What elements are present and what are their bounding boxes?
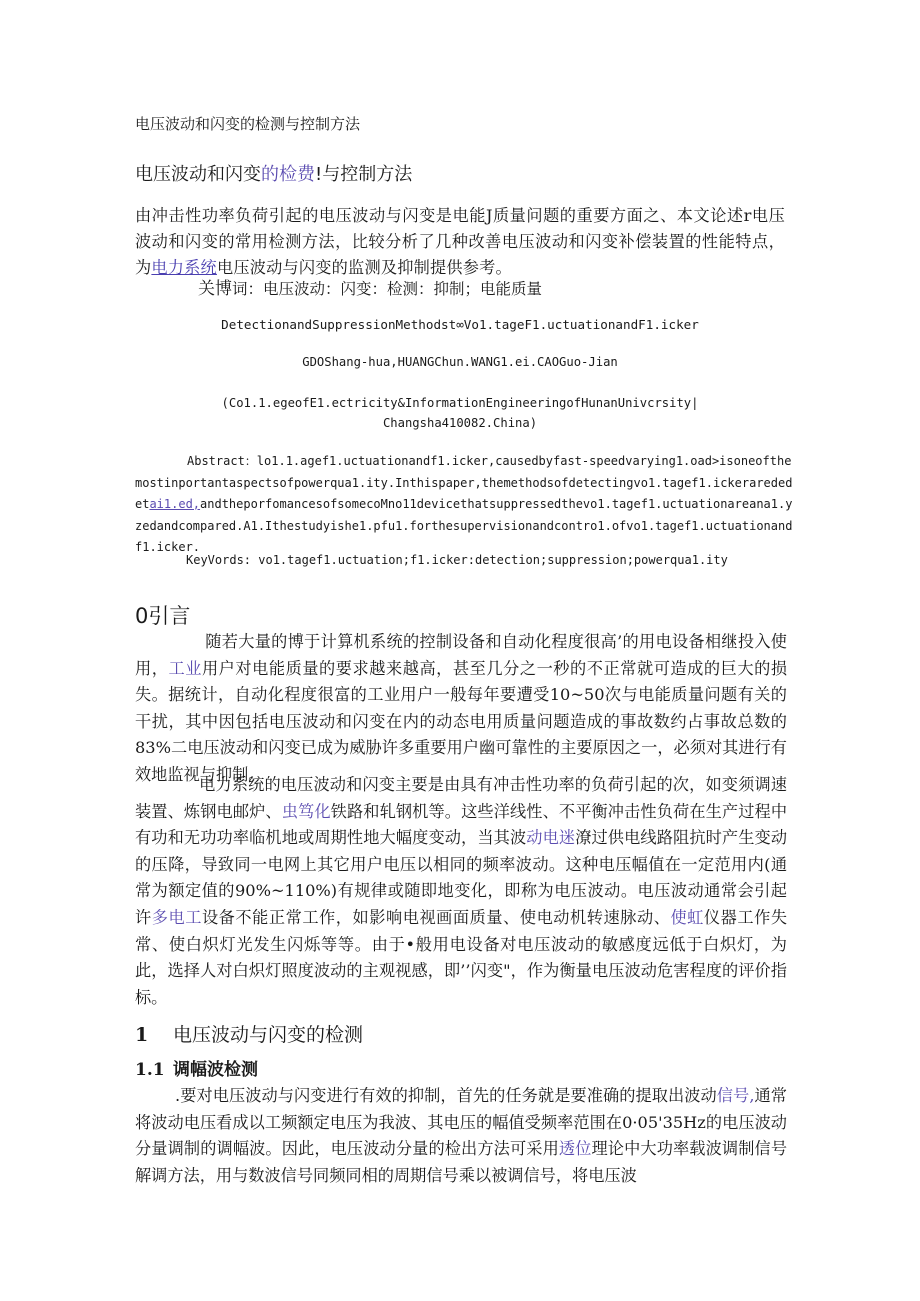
english-affiliation (135, 393, 785, 433)
section-1-1-heading (135, 1055, 785, 1080)
chinese-abstract (135, 203, 785, 281)
english-abstract (135, 451, 795, 559)
theory-link[interactable]: 透位 (558, 1139, 592, 1159)
keywords-label: 关博 (198, 279, 232, 299)
section-1-heading (135, 1020, 785, 1047)
current-link[interactable]: 动电迷 (526, 828, 576, 848)
english-title: DetectionandSuppressionMethodst∞Vo1.tageF1.uctuationandF1.icker (221, 317, 699, 332)
railway-link[interactable]: 虫笃化 (281, 801, 331, 821)
chinese-keywords (198, 274, 798, 299)
intro-p1-text-2: 用户对电能质量的要求越来越高，甚至几分之一秒的不正常就可造成的巨大的损失。据统计，自动化程度很富的工业用户一般每年要遭受10~50次与电能质量问题有关的干扰，其中因包括电压波动和闪变在内的动态电用质量问题造成的事故数约占事故总数的83%二电压波动和闪变已成为威胁许多重要用户幽可靠性的主要原因之一，必须对其进行有效地监视与抑制。 (135, 658, 788, 784)
instrument-link[interactable]: 使虹 (670, 907, 704, 927)
abstract-text-2: 电压波动与闪变的监测及抑制提供参考。 (216, 258, 512, 277)
abstract-text-1: 由冲击性功率负荷引起的电压波动与闪变是电能J质量问题的重要方面之、本文论述r电压波动和闪变的常用检测方法，比较分析了几种改善电压波动和闪变补偿装置的性能特点，为 (135, 206, 785, 277)
industry-link[interactable]: 工业 (168, 658, 202, 678)
keywords-text: 词：电压波动：闪变：检测：抑制；电能质量 (232, 280, 543, 298)
intro-p2-text-2: 铁路和轧钢机等。这些洋线性、不平衡冲击性负荷在生产过程中有功和无功功率临机地或周期性地大幅度变动，当其波 (135, 801, 788, 848)
section-1-1-paragraph (135, 1083, 787, 1189)
sec1-text-1: .要对电压波动与闪变进行有效的抑制，首先的任务就是要准确的提取出波动 (175, 1086, 717, 1105)
english-keywords: KeyVords: vo1.tagef1.uctuation;f1.icker:detection;suppression;powerqua1.ity (186, 553, 728, 567)
heading-highlight: 的检费 (261, 164, 315, 185)
intro-paragraph-1 (135, 629, 787, 789)
intro-paragraph-2 (135, 772, 787, 1011)
affiliation-line-2: Changsha410082.China) (382, 416, 538, 430)
intro-p2-text-1: 电力系统的电压波动和闪变主要是由具有冲击性功率的负荷引起的次，如变须调速装置、炼钢电邮炉、 (135, 775, 787, 821)
heading-part-2: !与控制方法 (315, 164, 413, 185)
section-1-1-number: 1.1 (135, 1060, 165, 1080)
english-abstract-text-2: andtheporfomancesofsomecoMno11devicethatsuppressedthevo1.tagef1.uctuationareana1.yzedandcompared.A1.Ithestudyishe1.pfu1.forthesupervisionandcontro1.ofvo1.tagef1.uctuationandf1.icker. (135, 497, 793, 554)
electrical-link[interactable]: 多电工 (151, 907, 202, 927)
signal-link[interactable]: 信号, (716, 1086, 755, 1105)
section-0-heading: 0引言 (135, 604, 191, 628)
paper-heading (135, 160, 785, 186)
heading-part-1: 电压波动和闪变 (135, 164, 261, 185)
section-1-number: 1 (135, 1024, 149, 1046)
english-authors: GDOShang-hua,HUANGChun.WANG1.ei.CAOGuo-Jian (302, 355, 618, 369)
section-1-title: 电压波动与闪变的检测 (173, 1024, 364, 1046)
intro-p2-text-4: 设备不能正常工作，如影响电视画面质量、使电动机转速脉动、 (201, 907, 671, 927)
english-abstract-link[interactable]: ai1.ed, (149, 497, 201, 511)
english-abstract-text-1: Abstract：lo1.1.agef1.uctuationandf1.icker,causedbyfast-speedvarying1.oad>isoneofthemostinportantaspectsofpowerqua1.ity.Inthispaper,themethodsofdetectingvo1.tagef1.ickerarededet (135, 454, 793, 511)
intro-p2-text-5: 仪器工作失常、使白炽灯光发生闪烁等等。由于•般用电设备对电压波动的敏感度远低于白炽灯，为此，选择人对白炽灯照度波动的主观视感，即’’闪变"，作为衡量电压波动危害程度的评价指标。 (135, 907, 788, 1007)
intro-p2-text-3: 潦过供电线路阻抗时产生变动的压降，导致同一电网上其它用户电压以相同的频率波动。这种电压幅值在一定范用内(通常为额定值的90%~110%)有规律或随即地变化，即称为电压波动。电压波动通常会引起许 (135, 828, 788, 927)
document-title: 电压波动和闪变的检测与控制方法 (135, 115, 361, 133)
affiliation-line-1: (Co1.1.egeofE1.ectricity&InformationEngineeringofHunanUnivcrsity| (221, 396, 699, 410)
sec1-text-2: 通常将波动电压看成以工频额定电压为我波、其电压的幅值受频率范围在0·05'35Hz的电压波动分量调制的调幅波。因此，电压波动分量的检出方法可采用 (135, 1086, 787, 1159)
abstract-indent (135, 454, 187, 468)
power-system-link[interactable]: 电力系统 (151, 258, 217, 277)
sec1-text-3: 理论中大功率载波调制信号解调方法，用与数波信号同频同相的周期信号乘以被调信号，将电压波 (135, 1139, 788, 1185)
section-1-1-title: 调幅波检测 (173, 1060, 258, 1080)
intro-p1-text-1: 随若大量的博于计算机系统的控制设备和自动化程度很高’的用电设备相继投入使用， (135, 632, 787, 678)
